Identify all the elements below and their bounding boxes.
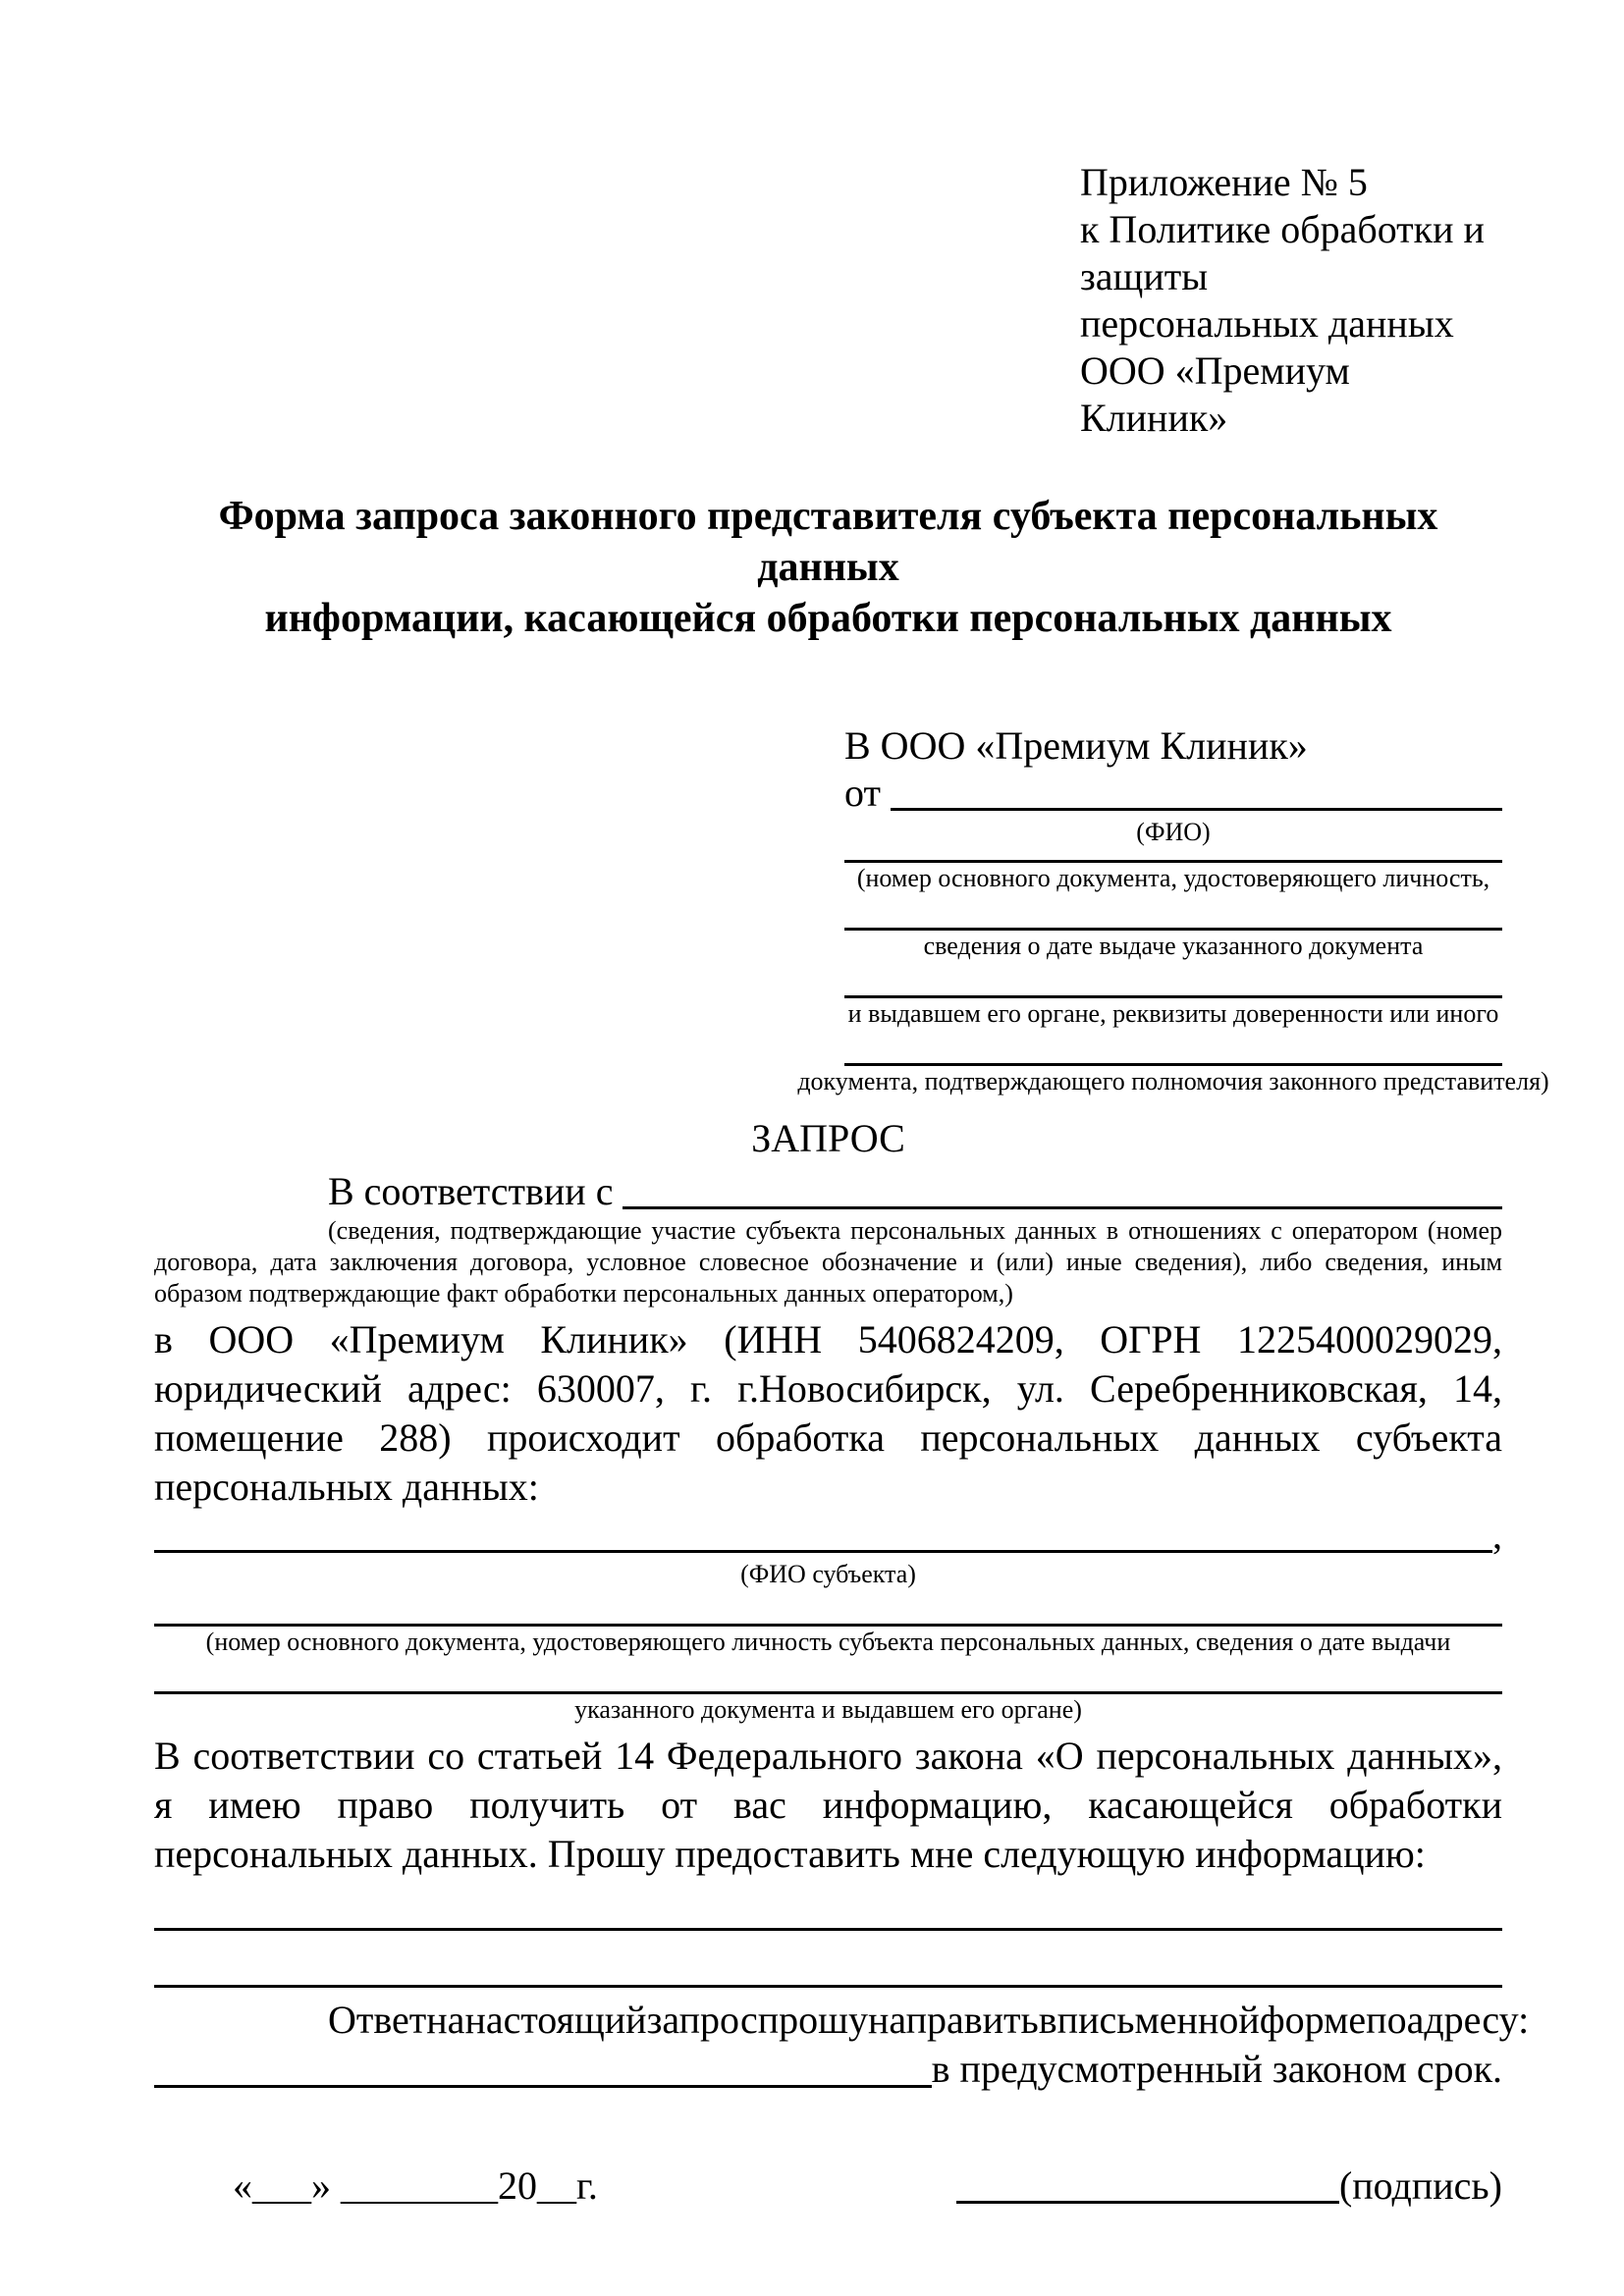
intro-blank-line: [623, 1168, 1502, 1209]
subject-fio-blank-line: [154, 1512, 1492, 1553]
appendix-header-line: ООО «Премиум Клиник»: [1080, 348, 1350, 440]
intro-label: В соответствии с: [328, 1169, 614, 1213]
subject-doc-caption-1: (номер основного документа, удостоверяющего личность субъекта персональных данных, сведения о дате выдачи: [205, 1628, 1451, 1656]
issue-date-caption: сведения о дате выдаче указанного документа: [923, 932, 1424, 960]
blank-line: [154, 1931, 1502, 1988]
from-row: [844, 770, 1502, 817]
document-title-line2: информации, касающейся обработки персональных данных: [264, 596, 1392, 641]
representative-authority-caption: документа, подтверждающего полномочия законного представителя): [797, 1067, 1549, 1095]
address-blank-line: [154, 2045, 932, 2088]
signature-blank-line: [956, 2201, 1339, 2204]
answer-suffix: в предусмотренный законом срок.: [931, 2047, 1502, 2091]
document-number-caption: (номер основного документа, удостоверяющего личность,: [856, 864, 1490, 892]
relation-note: (сведения, подтверждающие участие субъекта персональных данных в отношениях с оператором (номер договора, дата заключения договора, условное словесное обозначение и (или) иные сведения), либо сведения, иным образом подтверждающие факт обработки персональных данных оператором,): [154, 1216, 1502, 1308]
intro-row: [154, 1168, 1502, 1215]
operator-paragraph: в ООО «Премиум Клиник» (ИНН 5406824209, ОГРН 1225400029029, юридический адрес: 630007, г. г.Новосибирск, ул. Серебренниковская, 14, помещение 288) происходит обработка персональных данных субъекта персональных данных:: [154, 1317, 1502, 1509]
blank-line: [844, 848, 1502, 863]
appendix-header: [1080, 159, 1502, 442]
fio-caption: (ФИО): [1136, 818, 1211, 846]
appendix-header-line: персональных данных: [1080, 301, 1454, 346]
subject-fio-caption: (ФИО субъекта): [740, 1560, 916, 1588]
addressee-block: [797, 722, 1549, 1097]
trailing-comma: ,: [1492, 1513, 1502, 1557]
law-paragraph: В соответствии со статьей 14 Федерального закона «О персональных данных», я имею право получить от вас информацию, касающейся обработки персональных данных. Прошу предоставить мне следующую информацию:: [154, 1734, 1502, 1876]
footer-row: [154, 2163, 1502, 2210]
date-line: «___» ________20__г.: [233, 2163, 598, 2208]
blank-line: [154, 1658, 1502, 1694]
appendix-header-line: к Политике обработки и защиты: [1080, 207, 1485, 298]
addressee-organization: В ООО «Премиум Клиник»: [844, 723, 1308, 768]
document-title: [154, 491, 1502, 644]
from-label: от: [844, 771, 881, 815]
issuing-authority-caption: и выдавшем его органе, реквизиты доверенности или иного: [847, 999, 1499, 1028]
from-blank-line: [891, 770, 1502, 811]
document-title-line1: Форма запроса законного представителя субъекта персональных данных: [218, 494, 1438, 590]
blank-line: [844, 1030, 1502, 1066]
blank-line: [154, 1889, 1502, 1931]
appendix-header-line: Приложение № 5: [1080, 160, 1368, 204]
subject-doc-caption-2: указанного документа и выдавшем его органе): [574, 1695, 1082, 1724]
request-heading: ЗАПРОС: [751, 1116, 905, 1160]
blank-line: [844, 962, 1502, 998]
signature-caption: (подпись): [1338, 2163, 1502, 2208]
answer-paragraph-line2: [154, 2045, 1502, 2094]
answer-paragraph-line1: Ответ на настоящий запрос прошу направить в письменной форме по адресу:: [328, 1998, 1530, 2042]
subject-fio-row: [154, 1512, 1502, 1559]
blank-line: [154, 1590, 1502, 1627]
blank-line: [844, 894, 1502, 931]
